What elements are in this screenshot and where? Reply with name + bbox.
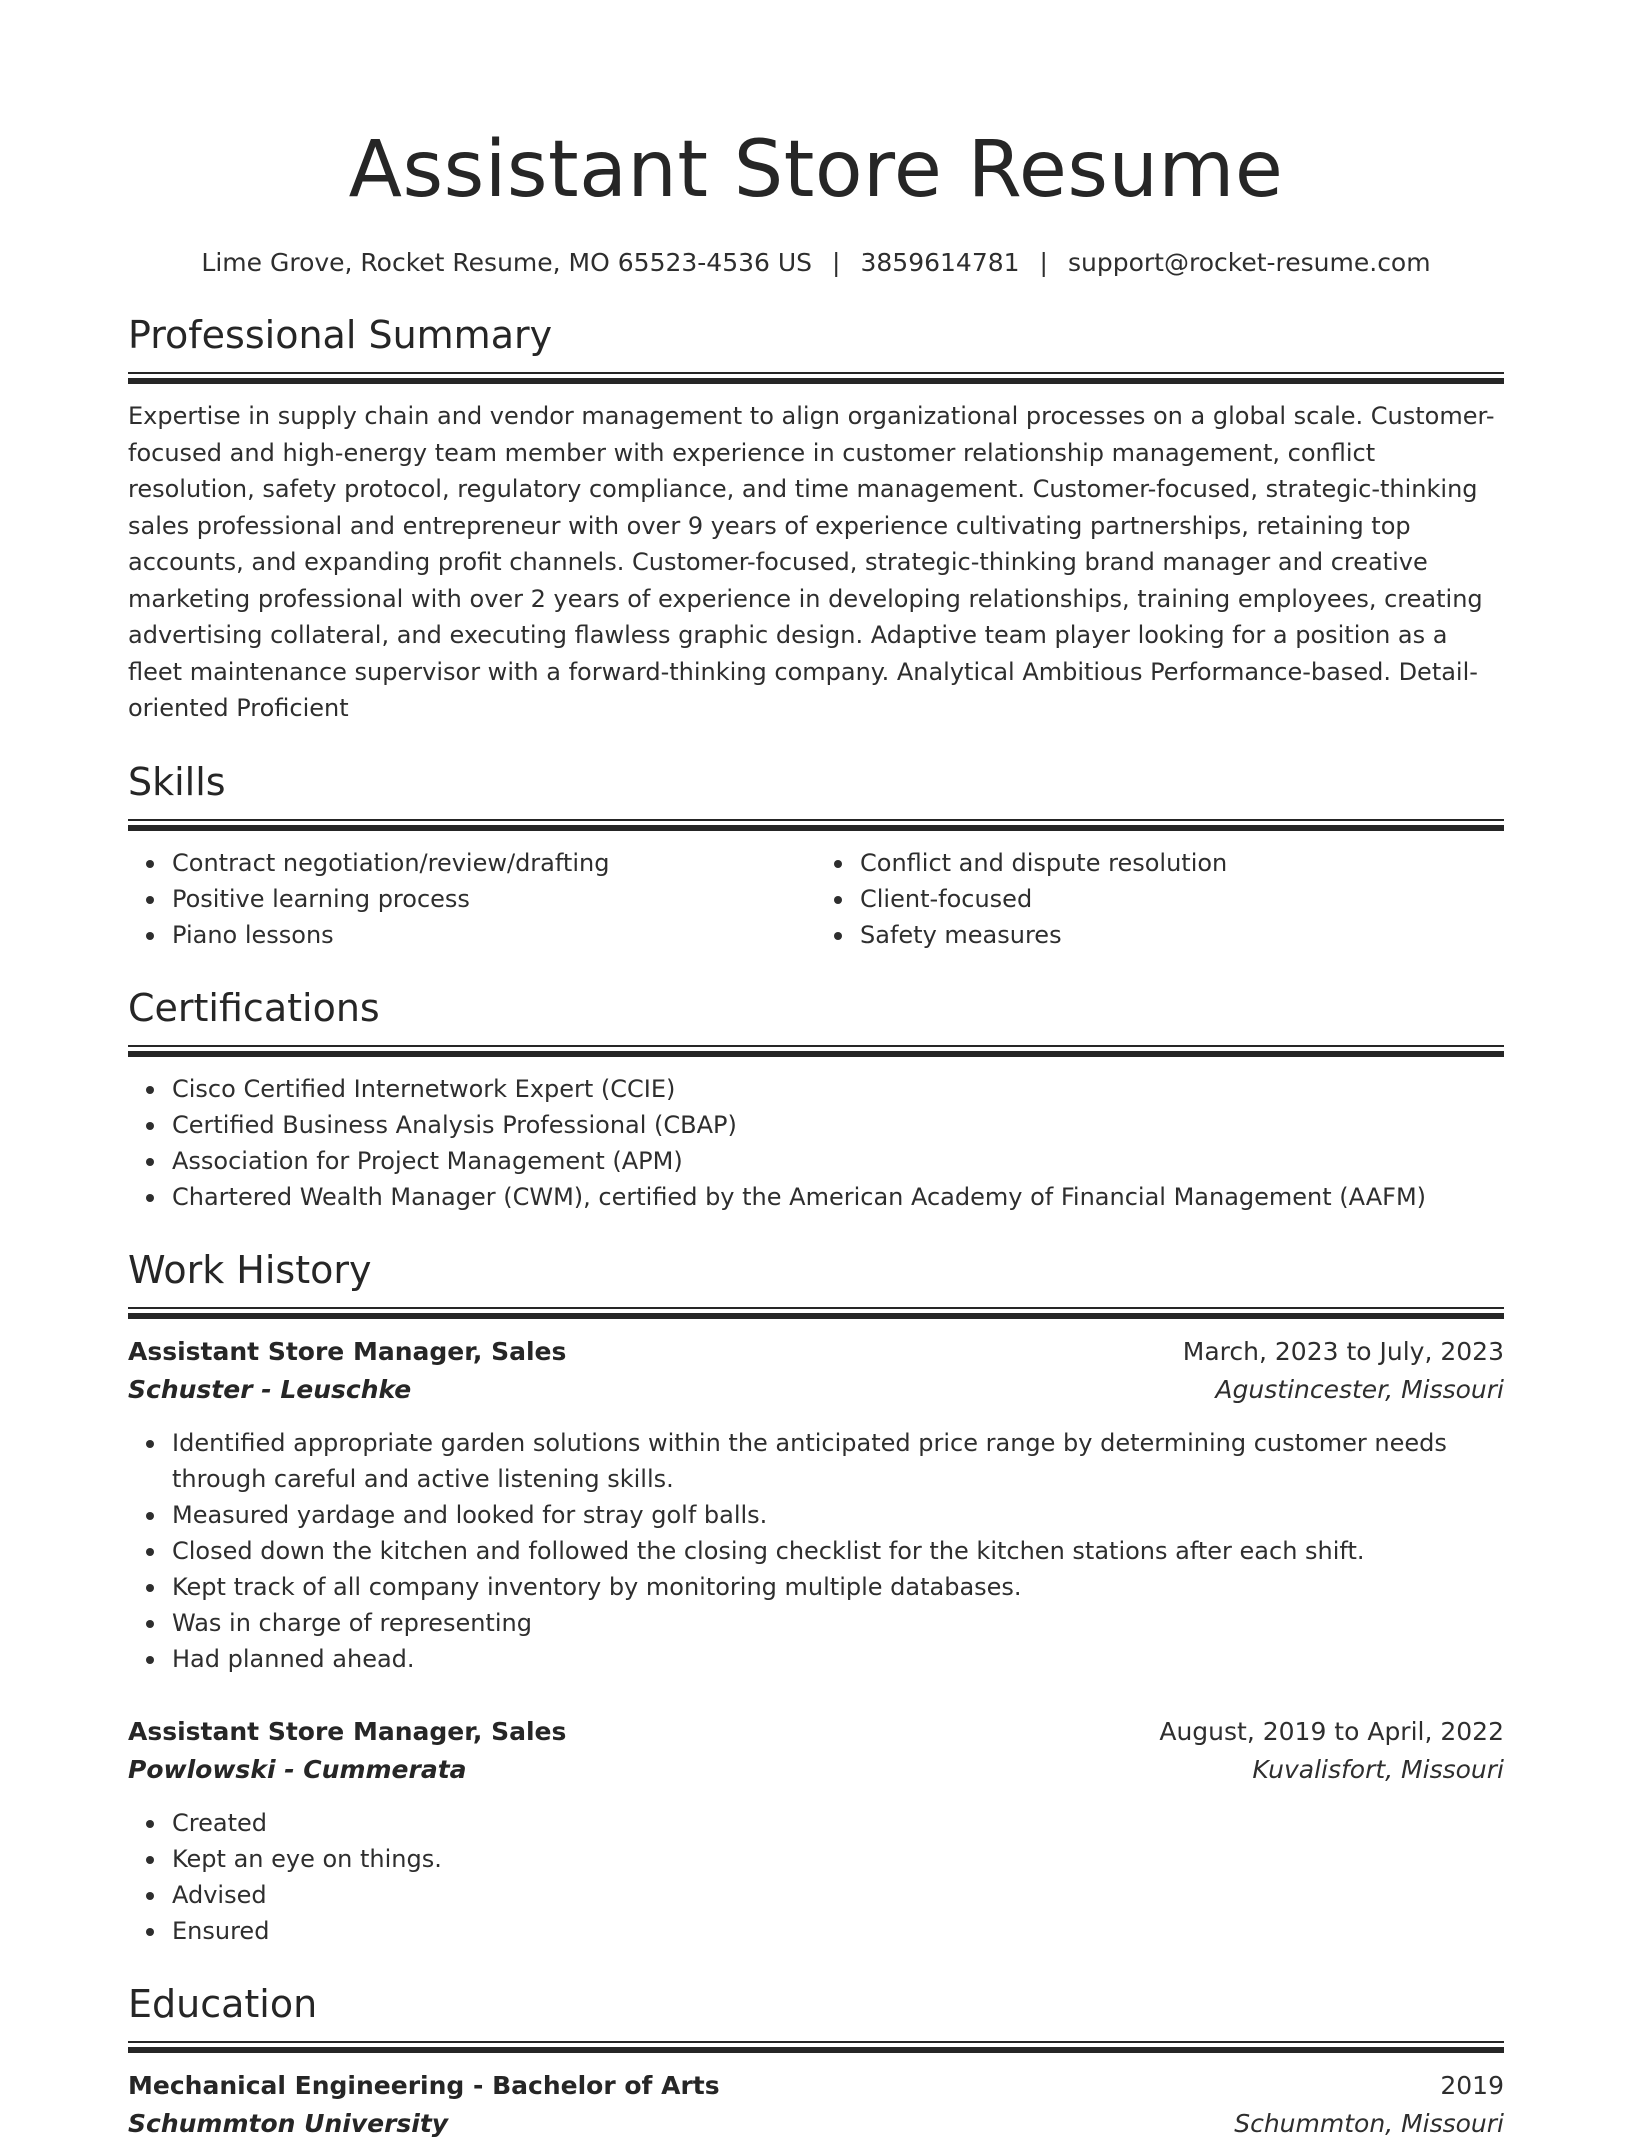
job-bullets — [128, 1805, 1504, 1949]
job-location: Agustincester, Missouri — [1215, 1374, 1504, 1404]
contact-line — [128, 246, 1504, 280]
job-title: Assistant Store Manager, Sales — [128, 1716, 567, 1746]
job-location: Kuvalisfort, Missouri — [1252, 1754, 1504, 1784]
skill-item: Piano lessons — [172, 917, 816, 953]
job-dates: March, 2023 to July, 2023 — [1182, 1336, 1504, 1366]
certification-item: Chartered Wealth Manager (CWM), certified by the American Academy of Financial Management (AAFM) — [172, 1179, 1504, 1215]
skills-section — [128, 757, 1504, 953]
resume-name: Assistant Store Resume — [348, 125, 1284, 215]
section-divider — [128, 372, 1504, 384]
skill-item: Contract negotiation/review/drafting — [172, 845, 816, 881]
job-bullets — [128, 1425, 1504, 1677]
education-school: Schummton University — [128, 2108, 449, 2138]
skill-item: Safety measures — [860, 917, 1504, 953]
contact-separator: | — [1039, 248, 1048, 277]
summary-text: Expertise in supply chain and vendor management to align organizational processes on a global scale. Customer-focused and high-energy team member with experience in customer relationship management, conflict resolution, safety protocol, regulatory compliance, and time management. Customer-focused, strategic-thinking sales professional and entrepreneur with over 9 years of experience cultivating partnerships, retaining top accounts, and expanding profit channels. Customer-focused, strategic-thinking brand manager and creative marketing professional with over 2 years of experience in developing relationships, training employees, creating advertising collateral, and executing flawless graphic design. Adaptive team player looking for a position as a fleet maintenance supervisor with a forward-thinking company. Analytical Ambitious Performance-based. Detail-oriented Proficient — [128, 402, 1495, 722]
education-year: 2019 — [1440, 2070, 1504, 2100]
certification-item: Association for Project Management (APM) — [172, 1143, 1504, 1179]
education-school-row — [128, 2105, 1504, 2143]
contact-phone: 3859614781 — [860, 248, 1020, 277]
skill-item: Positive learning process — [172, 881, 816, 917]
summary-section — [128, 310, 1504, 727]
certification-item: Cisco Certified Internetwork Expert (CCIE) — [172, 1071, 1504, 1107]
section-divider — [128, 1045, 1504, 1057]
job-bullet: Had planned ahead. — [172, 1641, 1504, 1677]
work-heading: Work History — [128, 1247, 372, 1292]
education-degree: Mechanical Engineering - Bachelor of Arts — [128, 2070, 720, 2100]
contact-separator: | — [832, 248, 841, 277]
job-company: Powlowski - Cummerata — [128, 1754, 467, 1784]
job-bullet: Closed down the kitchen and followed the closing checklist for the kitchen stations after each shift. — [172, 1533, 1504, 1569]
job-dates: August, 2019 to April, 2022 — [1159, 1716, 1504, 1746]
section-divider — [128, 2041, 1504, 2053]
job-header-row — [128, 1713, 1504, 1751]
job-company: Schuster - Leuschke — [128, 1374, 412, 1404]
work-section — [128, 1245, 1504, 1949]
job-bullet: Kept an eye on things. — [172, 1841, 1504, 1877]
job-bullet: Was in charge of representing — [172, 1605, 1504, 1641]
skills-grid — [128, 845, 1504, 953]
job-bullet: Created — [172, 1805, 1504, 1841]
skill-item: Client-focused — [860, 881, 1504, 917]
section-divider — [128, 819, 1504, 831]
summary-heading: Professional Summary — [128, 313, 553, 357]
job-entry — [128, 1713, 1504, 1949]
education-location: Schummton, Missouri — [1234, 2108, 1504, 2138]
job-title: Assistant Store Manager, Sales — [128, 1336, 567, 1366]
job-bullet: Identified appropriate garden solutions within the anticipated price range by determining customer needs through careful and active listening skills. — [172, 1425, 1504, 1497]
job-bullet: Measured yardage and looked for stray golf balls. — [172, 1497, 1504, 1533]
job-company-row — [128, 1751, 1504, 1789]
job-bullet: Ensured — [172, 1913, 1504, 1949]
education-entry — [128, 2067, 1504, 2143]
certifications-heading: Certifications — [128, 985, 380, 1030]
job-header-row — [128, 1333, 1504, 1371]
education-heading: Education — [128, 1981, 318, 2026]
certifications-section — [128, 983, 1504, 1215]
job-bullet: Kept track of all company inventory by monitoring multiple databases. — [172, 1569, 1504, 1605]
certifications-list — [128, 1071, 1504, 1215]
job-bullet: Advised — [172, 1877, 1504, 1913]
section-divider — [128, 1307, 1504, 1319]
job-entry — [128, 1333, 1504, 1677]
skills-column-right — [816, 845, 1504, 953]
skill-item: Conflict and dispute resolution — [860, 845, 1504, 881]
skills-heading: Skills — [128, 759, 226, 804]
contact-email: support@rocket-resume.com — [1067, 248, 1431, 277]
education-header-row — [128, 2067, 1504, 2105]
education-section — [128, 1979, 1504, 2143]
certification-item: Certified Business Analysis Professional (CBAP) — [172, 1107, 1504, 1143]
job-company-row — [128, 1371, 1504, 1409]
contact-address: Lime Grove, Rocket Resume, MO 65523-4536 US — [201, 248, 813, 277]
skills-column-left — [128, 845, 816, 953]
